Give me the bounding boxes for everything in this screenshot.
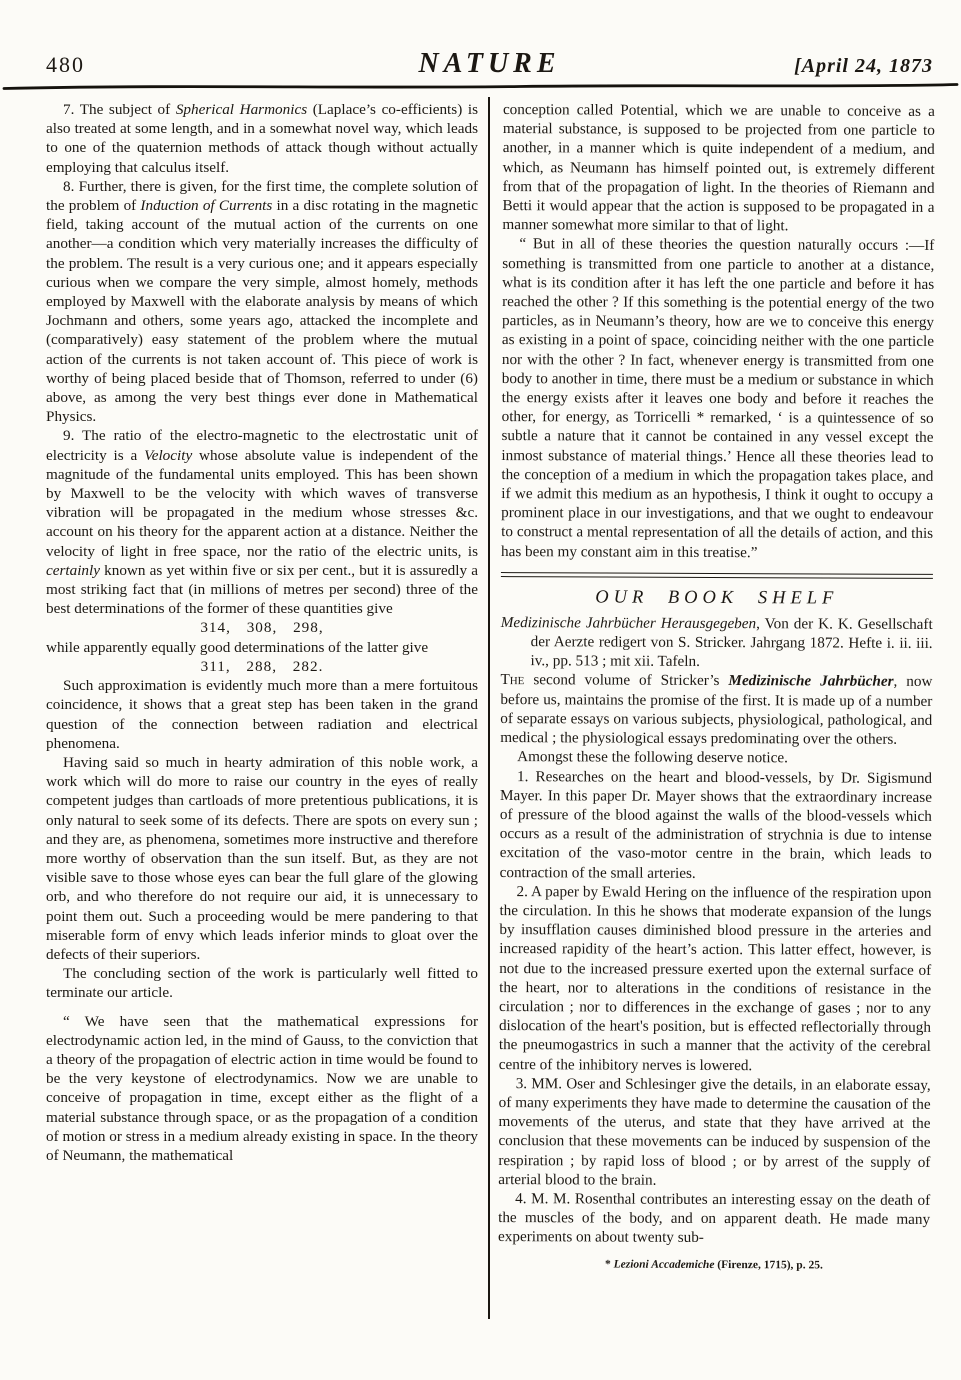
text-run: 311, 288, 282. (200, 657, 324, 675)
paragraph (502, 100, 935, 236)
text-run: The (500, 671, 525, 689)
text-run: 2. A paper by Ewald Hering on the influence of the respiration upon the circulation. In this he shows that moderate expansion of the lungs by insufflation causes diminished blood pressure in the arteries and increased rapidity of the heart’s action. This latter effect, however, is not due to the increased pressure exerted upon the external surface of the heart, nor to alterations in the conditions of resistance in the circulation ; nor to differences in the exchange of gases ; nor to any dislocation of the heart's position, but is effected reflectorially through the pneumogastrics in such a manner that the activity of the cerebral centre of the inhibitory nerves is lowered. (498, 882, 932, 1074)
section-heading (501, 585, 933, 611)
paragraph (500, 671, 932, 750)
text-run: Amongst these the following deserve notice. (517, 748, 788, 767)
paragraph (46, 676, 478, 753)
text-run: known as yet within five or six per cent., but it is assuredly a most striking fact that (in millions of metres per second) three of the best determinations of the former of these quantities give (46, 561, 478, 618)
two-column-body (0, 91, 961, 1271)
left-column (46, 100, 490, 1271)
text-run: 314, 308, 298, (200, 619, 324, 637)
paragraph (46, 426, 478, 618)
text-run: Medizinische Jahrbücher (728, 672, 894, 691)
text-run: OUR BOOK SHELF (595, 587, 839, 609)
paragraph (46, 638, 478, 657)
paragraph (46, 753, 478, 964)
text-run: while apparently equally good determinations of the latter give (46, 638, 429, 656)
page-header (0, 0, 961, 80)
text-run: Spherical Harmonics (175, 101, 308, 118)
text-run: “ But in all of these theories the question naturally occurs :—If something is transmitted from one particle to another at a distance, what is its condition after it has left the one particle and before it has reached the other ? If this something is the potential energy of the two particles, as in Neumann’s theory, how are we to conceive this energy as existing in a point of space, coinciding neither with the one particle nor with the other ? In fact, whenever energy is transmitted from one body to another in time, there must be a medium or substance in which the energy exists after it leaves one body and before it reaches the other, for energy, as Torricelli * remarked, ‘ is a quintessence of so subtle a nature that it cannot be contained in any vessel except the inmost substance of material things.’ Hence all these theories lead to the conception of a medium in which the propagation takes place, and if we admit this medium as an hypothesis, I think it ought to occupy a prominent place in our investigations, and that we ought to endeavour to construct a mental representation of all the details of action, and this has been my constant aim in this treatise.” (500, 235, 935, 561)
text-run: 4. M. M. Rosenthal contributes an interesting essay on the death of the muscles of the body, and on apparent death. He made many experiments on about twenty sub- (498, 1190, 931, 1247)
text-run: Velocity (144, 446, 193, 464)
text-run: * (604, 1258, 614, 1271)
display-numbers-line (46, 657, 478, 676)
book-citation (501, 613, 933, 672)
paragraph (499, 882, 932, 1076)
paragraph (500, 747, 932, 768)
footnote (498, 1257, 930, 1273)
text-run: (Firenze, 1715), p. 25. (714, 1258, 823, 1272)
text-run: certainly (46, 561, 100, 579)
text-run: Such approximation is evidently much more than a mere fortuitous coincidence, it shows that a great step has been taken in the grand question of the connection between radiation and electrical phenomena. (46, 677, 478, 752)
header-rule (0, 82, 961, 91)
issue-date: [April 24, 1873 (794, 55, 933, 77)
double-rule (501, 572, 933, 579)
display-numbers-line (46, 618, 478, 637)
text-run: second volume of Stricker’s (524, 671, 729, 690)
text-run: 3. MM. Oser and Schlesinger give the details, in an elaborate essay, of many experiments they have made to determine the causation of the movements of the uterus, and state that they have arrived at the conclusion that these movements can be induced by suspension of the respiration ; by rapid loss of blood ; or by arrest of the supply of arterial blood to the brain. (498, 1074, 931, 1189)
journal-title: NATURE (418, 48, 561, 79)
text-run: 9. The ratio of the electro-magnetic to the electrostatic unit of electricity is a (46, 427, 478, 464)
paragraph (46, 964, 478, 1002)
right-column (485, 100, 935, 1273)
text-run: whose absolute value is independent of the magnitude of the fundamental units employed. This has been shown by Maxwell to be the velocity with which waves of transverse vibration will be propagated in the medium whose stresses &c. account on his theory for the apparent action at a distance. Neither the velocity of light in free space, nor the ratio of the electric units, is (46, 446, 478, 560)
text-run: conception called Potential, which we are unable to conceive as a material substance, is supposed to be projected from one particle to another, in a manner which is quite independent of a medium, and which, as Neumann has himself pointed out, is extremely different from that of the propagation of light. In the theories of Riemann and Betti it would appear that the action is supposed to be propagated in a manner somewhat more similar to that of light. (502, 101, 935, 235)
text-run: Induction of Currents (140, 197, 273, 215)
paragraph (46, 177, 478, 427)
text-run: 1. Researches on the heart and blood-vessels, by Dr. Sigismund Mayer. In this paper Dr. Mayer shows that the extraordinary increase of pressure of the blood against the walls of the blood-vessels which occurs as a result of the administration of strychnia is due to intense excitation of the vaso-motor centre in the brain, which leads to contraction of the small arteries. (499, 767, 933, 882)
paragraph (498, 1189, 930, 1248)
paragraph (500, 767, 932, 884)
paragraph (46, 100, 478, 177)
page-number: 480 (46, 52, 85, 77)
paragraph (501, 234, 934, 562)
paragraph (498, 1074, 930, 1191)
text-run: Having said so much in hearty admiration of this noble work, a work which will do more to raise our country in the eyes of really competent judges than cartloads of more pretentious publications, it is only natural to seek some of its defects. There are spots on every sun ; and they are, as phenomena, sometimes more instructive and therefore more worthy of observation than the sun itself. But, as they are not visible save to those whose eyes can bear the full glare of the glowing orb, and who therefore do not require our aid, it is unnecessary to point them out. Such a proceeding would be mere pandering to that miserable form of envy which leads inferior minds to gloat over the defects of their superiors. (46, 753, 478, 963)
text-run: in a disc rotating in the magnetic field, taking account of the mutual action of the currents on one another—a condition which very materially increases the difficulty of the problem. The result is a very curious one; and it appears especially curious when we compare the very simple, almost homely, methods employed by Maxwell with the elaborate analysis by means of which Jochmann and others, some years ago, attacked the incomplete and (comparatively) easy statement of the problem where the mutual action of the currents is not taken account of. This piece of work is worthy of being placed beside that of Thomson, referred to under (6) above, as among the very best things ever done in Mathematical Physics. (46, 197, 478, 426)
paragraph (46, 1012, 478, 1166)
text-run: (Laplace’s co-efficients) is also treated at some length, and in a somewhat novel way, which leads to one of the quaternion methods of attack though without actually employing that calculus itself. (46, 101, 478, 176)
text-run: , now before us, maintains the promise of the first. It is made up of a number of separate essays on various subjects, physiological, pathological, and medical ; the physiological essays predominating over the others. (500, 673, 933, 748)
text-run: 7. The subject of (63, 101, 176, 118)
text-run: Lezioni Accademiche (613, 1258, 715, 1271)
text-run: 8. Further, there is given, for the first time, the complete solution of the problem of (46, 177, 478, 215)
text-run: “ We have seen that the mathematical expressions for electrodynamic action led, in the mind of Gauss, to the conviction that a theory of the propagation of electric action in time would be found to be the very keystone of electrodynamics. Now we are unable to conceive of propagation in time, except either as the flight of a material substance through space, or as the propagation of a condition of motion or stress in a medium already existing in space. In the theory of Neumann, the mathematical (46, 1012, 478, 1164)
text-run: Medizinische Jahrbücher Herausgegeben (500, 613, 757, 633)
text-run: , Von der K. K. Gesellschaft der Aerzte redigert von S. Stricker. Jahrgang 1872. Hefte i. ii. iii. iv., pp. 513 ; mit xii. Tafeln. (530, 615, 933, 671)
text-run: The concluding section of the work is particularly well fitted to terminate our article. (46, 965, 478, 1002)
